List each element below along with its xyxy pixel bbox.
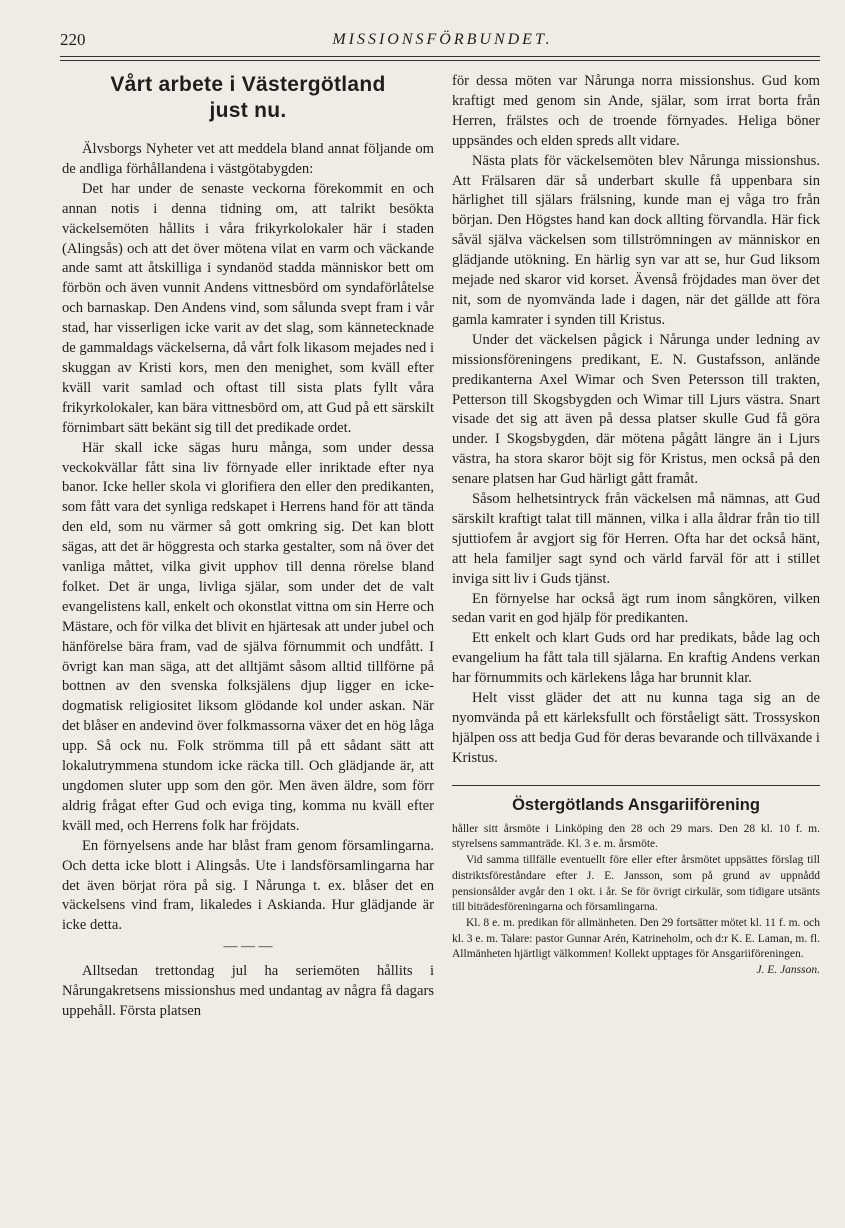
left-column <box>62 72 434 1022</box>
article-title-line-2: just nu. <box>209 99 287 122</box>
paragraph: Här skall icke sägas huru många, som under dessa veckokvällar fått sina liv förnyade eller inriktade efter nya banor. Icke heller skola vi glorifiera den eller den predikanten, som fått vara det synliga redskapet i Herrens hand för att tända den eld, som nu värmer så gott omkring sig. Det kan blott sägas, att det är höggresta och starka gestalter, som nå över det vanliga måttet, vilka givit upphov till denna rörelse bland folket. Det är unga, livliga själar, som under det de valt evangelistens kall, enkelt och okonstlat vittna om sin Herre och Mästare, och för vilka det blivit en hjärtesak att under jubel och hänförelse bära fram, vad de själva förnummit och undfått. I övrigt kan man säga, att det alltjämt såsom alltid tillförne på bottnen av den svenska folksjälens djup ligger en icke-dogmatisk religiositet liksom glödande kol under askan. När det blåser en andevind över folkmassorna växer det en hög låga upp. Så ock nu. Folk strömma till på ett sådant sätt att lokalutrymmena stundom icke räcka till. Och glädjande är, att ungdomen sluter upp som den gör. Men även äldre, som förr aldrig frågat efter Gud och eviga ting, komma nu kväll efter kväll med, och Herrens folk har fröjdats. <box>62 439 434 834</box>
section-separator: — — — <box>223 939 273 955</box>
header-rule <box>60 56 820 57</box>
notice-paragraph: håller sitt årsmöte i Linköping den 28 och 29 mars. Den 28 kl. 10 f. m. styrelsens sammanträde. Kl. 3 e. m. årsmöte. <box>452 822 820 851</box>
paragraph-continuation: för dessa möten var Nårunga norra missionshus. Gud kom kraftigt med genom sin Ande, själar, som irrat borta från Herren, frälstes och de troende förnyades. Heliga böner uppsändes och elden spreds allt vidare. <box>452 73 820 149</box>
header-rule-secondary <box>60 60 820 61</box>
notice-paragraph: Kl. 8 e. m. predikan för allmänheten. Den 29 fortsätter mötet kl. 11 f. m. och kl. 3 e. m. Talare: pastor Gunnar Arén, Katrineholm, och d:r K. E. Laman, m. fl. Allmänheten hjärtligt välkommen! Kollekt upptages för Ansgariiföreningen. <box>452 916 820 961</box>
paragraph: Helt visst gläder det att nu kunna taga sig an de nyomvända på ett kärleksfullt och förståeligt sätt. Trossyskon hjälpen oss att bedja Gud för deras bevarande och tillväxande i Kristus. <box>452 690 820 766</box>
paragraph: Älvsborgs Nyheter vet att meddela bland annat följande om de andliga förhållandena i västgötabygden: <box>62 141 434 177</box>
article-body-left <box>62 140 434 1022</box>
paragraph: Under det väckelsen pågick i Nårunga under ledning av missionsföreningens predikant, E. N. Gustafsson, anlände predikanterna Axel Wimar och Sven Petersson till trakten, Petterson till Skogsbygden och Wimar till Ljurs västra. Snart visade det sig att även på dessa platser skulle Gud få göra under. I Skogsbygden, där mötena pågått längre än i Ljurs västra, ha stora skaror böjt sig för Kristus, men också på den senare platsen har Gud härligt gått framåt. <box>452 331 820 488</box>
paragraph: Nästa plats för väckelsemöten blev Nårunga missionshus. Att Frälsaren där så underbart skulle få uppenbara sin härlighet till själars frälsning, kunde man ej våga tro från början. Den Högstes hand kan dock allting förvandla. Här fick såväl själva väckelsen som tillströmningen av människor en glädjande utökning. En härlig syn var att se, hur Gud liksom mejade ned skaror vid korset. Ävenså fröjdades man över det nit, som de nyomvända lade i dagen, när det gällde att föra gamla kamrater i synden till Kristus. <box>452 152 820 328</box>
paragraph: Såsom helhetsintryck från väckelsen må nämnas, att Gud särskilt kraftigt talat till männen, vilka i alla åldrar från tio till sjuttiofem år avgjort sig för Herren. Ofta har det också hänt, att hela familjer sagt synd och värld farväl för att i stillet inviga sitt liv i Guds tjänst. <box>452 491 820 587</box>
notice-signature: J. E. Jansson. <box>756 964 820 977</box>
running-title: MISSIONSFÖRBUNDET. <box>332 31 553 48</box>
notice-paragraph: Vid samma tillfälle eventuellt före eller efter årsmötet uppsättes förslag till distriktsföreståndare efter J. E. Jansson, som på grund av uppnådd pensionsålder avgår den 1 okt. i år. Se för övrigt cirkulär, som tidigare utsänts till biträdesföreningarna och församlingarna. <box>452 854 820 914</box>
right-column <box>452 72 820 979</box>
notice-divider <box>452 785 820 786</box>
page-header <box>60 30 825 52</box>
notice <box>452 794 820 979</box>
article-title-line-1: Vårt arbete i Västergötland <box>110 73 386 96</box>
article-title <box>62 72 434 124</box>
paragraph: En förnyelsens ande har blåst fram genom församlingarna. Och detta icke blott i Alingsås. Ute i landsförsamlingarna har det även börjat röra på sig. I Nårunga t. ex. blåser det en väckelsens vind fram, likaledes i Askianda. Hur glädjande är icke detta. <box>62 837 434 934</box>
paragraph: En förnyelse har också ägt rum inom sångkören, vilken sedan varit en god hjälp för predikanten. <box>452 590 820 627</box>
notice-title: Östergötlands Ansgariiförening <box>512 795 760 814</box>
paragraph: Ett enkelt och klart Guds ord har predikats, både lag och evangelium ha fått tala till själarna. En kraftig Andens verkan har förnummits och kärlekens låga har brunnit klar. <box>452 630 820 687</box>
paragraph: Det har under de senaste veckorna förekommit en och annan notis i denna tidning om, att talrikt besökta väckelsemöten hållits i våra frikyrkolokaler här i staden (Alingsås) och att det över mötena vilat en varm och väckande ande samt att åtskilliga i syndanöd stadda människor bett om förbön och även vunnit Andens vittnesbörd om syndaförlåtelse och barnaskap. Den Andens vind, som sålunda svept fram i vår stad, har visserligen icke varit av det slag, som kännetecknade de gammaldags väckelserna, då vårt folk likasom mejades ned i skuggan av Kristi kors, men den menighet, som kväll efter kväll varit samlad och oftast till sista plats fyllt våra frikyrkolokaler, kan bära vittnesbörd om, att Gud på ett särskilt förnimbart sätt bekänt sig till det predikade ordet. <box>62 180 435 436</box>
paragraph: Alltsedan trettondag jul ha seriemöten hållits i Nårungakretsens missionshus med undantag av några få dagars uppehåll. Första platsen <box>62 963 434 1020</box>
page-number: 220 <box>60 30 86 49</box>
article-body-right <box>452 72 820 769</box>
